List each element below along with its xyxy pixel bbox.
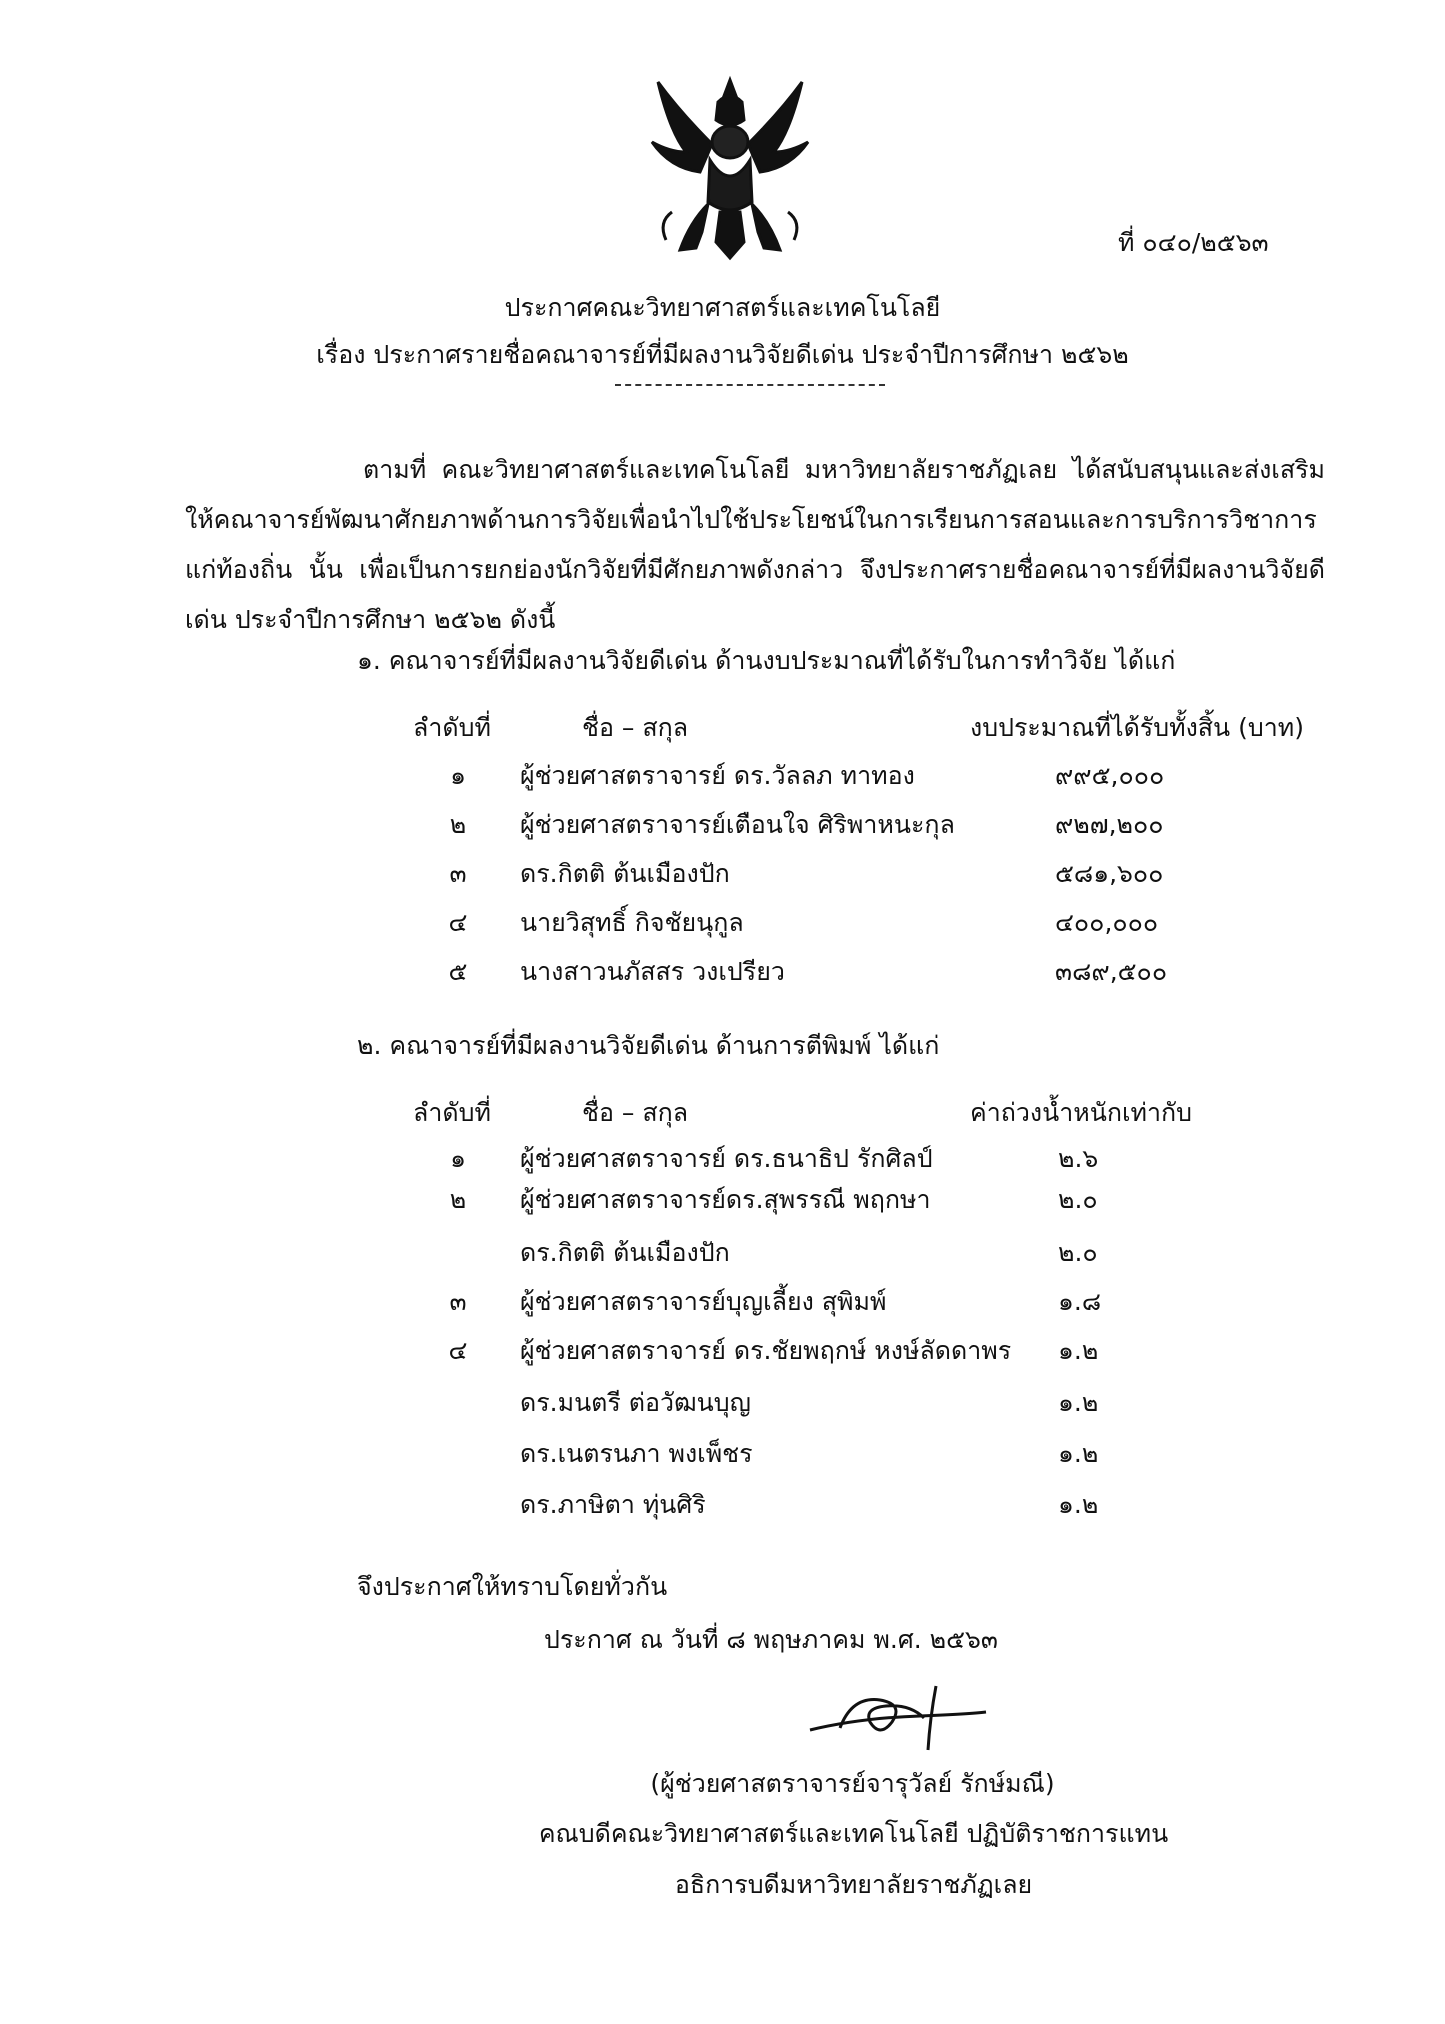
body-paragraph-text: ตามที่ คณะวิทยาศาสตร์และเทคโนโลยี มหาวิทยาลัยราชภัฏเลย ได้สนับสนุนและส่งเสริมให้คณาจารย์พัฒนาศักยภาพด้านการวิจัยเพื่อนำไปใช้ประโยชน์ในการเรียนการสอนและการบริการวิชาการแก่ท้องถิ่น นั้น เพื่อเป็นการยกย่องนักวิจัยที่มีศักยภาพดังกล่าว จึงประกาศรายชื่อคณาจารย์ที่มีผลงานวิจัยดีเด่น ประจำปีการศึกษา ๒๕๖๒ ดังนี้ xyxy=(185,455,1325,634)
row-name: ผู้ช่วยศาสตราจารย์บุญเลี้ยง สุพิมพ์ xyxy=(520,1287,887,1316)
row-index: ๔ xyxy=(448,1336,468,1365)
announcement-title: ประกาศคณะวิทยาศาสตร์และเทคโนโลยี xyxy=(504,293,941,322)
section2-col-index: ลำดับที่ xyxy=(413,1098,491,1127)
row-value: ๒.๖ xyxy=(1058,1144,1099,1173)
table-row xyxy=(0,1488,1445,1522)
row-name: ดร.เนตรนภา พงเพ็ชร xyxy=(520,1439,753,1468)
row-value: ๙๙๕,๐๐๐ xyxy=(1055,761,1165,790)
row-value: ๒.๐ xyxy=(1058,1238,1098,1267)
row-value: ๕๘๑,๖๐๐ xyxy=(1055,859,1164,888)
section1-col-index: ลำดับที่ xyxy=(413,713,491,742)
section1-col-value: งบประมาณที่ได้รับทั้งสิ้น (บาท) xyxy=(970,713,1304,742)
section1-col-name: ชื่อ – สกุล xyxy=(582,713,689,742)
row-index: ๑ xyxy=(450,761,466,790)
section1-table-header xyxy=(0,711,1445,745)
row-value: ๙๒๗,๒๐๐ xyxy=(1055,810,1164,839)
body-paragraph xyxy=(185,445,1325,645)
table-row xyxy=(0,955,1445,989)
table-row xyxy=(0,1437,1445,1471)
closing-text: จึงประกาศให้ทราบโดยทั่วกัน xyxy=(357,1572,668,1601)
section2-col-value: ค่าถ่วงน้ำหนักเท่ากับ xyxy=(970,1098,1193,1127)
table-row xyxy=(0,1386,1445,1420)
table-row xyxy=(0,1236,1445,1270)
row-value: ๑.๒ xyxy=(1058,1439,1099,1468)
row-name: นางสาวนภัสสร วงเปรียว xyxy=(520,957,785,986)
row-value: ๓๘๙,๕๐๐ xyxy=(1055,957,1168,986)
row-name: นายวิสุทธิ์ กิจชัยนุกูล xyxy=(520,908,744,937)
section2-col-name: ชื่อ – สกุล xyxy=(582,1098,689,1127)
row-value: ๑.๒ xyxy=(1058,1336,1099,1365)
table-row xyxy=(0,1334,1445,1368)
row-index: ๓ xyxy=(449,1287,467,1316)
table-row xyxy=(0,808,1445,842)
row-name: ดร.มนตรี ต่อวัฒนบุญ xyxy=(520,1388,751,1417)
announcement-date: ประกาศ ณ วันที่ ๘ พฤษภาคม พ.ศ. ๒๕๖๓ xyxy=(544,1625,998,1654)
signer-position-2: อธิการบดีมหาวิทยาลัยราชภัฏเลย xyxy=(674,1870,1033,1899)
section1-heading: ๑. คณาจารย์ที่มีผลงานวิจัยดีเด่น ด้านงบประมาณที่ได้รับในการทำวิจัย ได้แก่ xyxy=(357,646,1176,675)
table-row xyxy=(0,1142,1445,1176)
title-divider xyxy=(615,384,885,386)
row-value: ๑.๒ xyxy=(1058,1388,1099,1417)
row-name: ผู้ช่วยศาสตราจารย์เตือนใจ ศิริพาหนะกุล xyxy=(520,810,955,839)
table-row xyxy=(0,906,1445,940)
row-index: ๔ xyxy=(448,908,468,937)
row-index: ๒ xyxy=(449,810,467,839)
section2-table-header xyxy=(0,1096,1445,1130)
row-index: ๑ xyxy=(450,1144,466,1173)
row-name: ดร.ภาษิตา ทุ่นศิริ xyxy=(520,1490,706,1519)
row-name: ดร.กิตติ ต้นเมืองปัก xyxy=(520,1238,730,1267)
table-row xyxy=(0,1285,1445,1319)
row-name: ดร.กิตติ ต้นเมืองปัก xyxy=(520,859,730,888)
row-index: ๒ xyxy=(449,1185,467,1214)
announcement-subject: เรื่อง ประกาศรายชื่อคณาจารย์ที่มีผลงานวิจัยดีเด่น ประจำปีการศึกษา ๒๕๖๒ xyxy=(316,340,1129,369)
row-value: ๔๐๐,๐๐๐ xyxy=(1055,908,1159,937)
row-value: ๒.๐ xyxy=(1058,1185,1098,1214)
row-value: ๑.๒ xyxy=(1058,1490,1099,1519)
row-name: ผู้ช่วยศาสตราจารย์ดร.สุพรรณี พฤกษา xyxy=(520,1185,931,1214)
table-row xyxy=(0,1183,1445,1217)
signer-name: (ผู้ช่วยศาสตราจารย์จารุวัลย์ รักษ์มณี) xyxy=(650,1769,1055,1798)
garuda-emblem-icon xyxy=(640,72,820,262)
row-index: ๓ xyxy=(449,859,467,888)
row-name: ผู้ช่วยศาสตราจารย์ ดร.วัลลภ ทาทอง xyxy=(520,761,915,790)
signer-position-1: คณบดีคณะวิทยาศาสตร์และเทคโนโลยี ปฏิบัติราชการแทน xyxy=(538,1819,1169,1848)
table-row xyxy=(0,759,1445,793)
signature-icon xyxy=(800,1678,990,1758)
row-name: ผู้ช่วยศาสตราจารย์ ดร.ชัยพฤกษ์ หงษ์ลัดดาพร xyxy=(520,1336,1012,1365)
row-name: ผู้ช่วยศาสตราจารย์ ดร.ธนาธิป รักศิลป์ xyxy=(520,1144,933,1173)
document-number: ที่ ๐๔๐/๒๕๖๓ xyxy=(1118,228,1269,257)
row-value: ๑.๘ xyxy=(1058,1287,1102,1316)
section2-heading: ๒. คณาจารย์ที่มีผลงานวิจัยดีเด่น ด้านการตีพิมพ์ ได้แก่ xyxy=(357,1031,940,1060)
table-row xyxy=(0,857,1445,891)
row-index: ๕ xyxy=(448,957,468,986)
